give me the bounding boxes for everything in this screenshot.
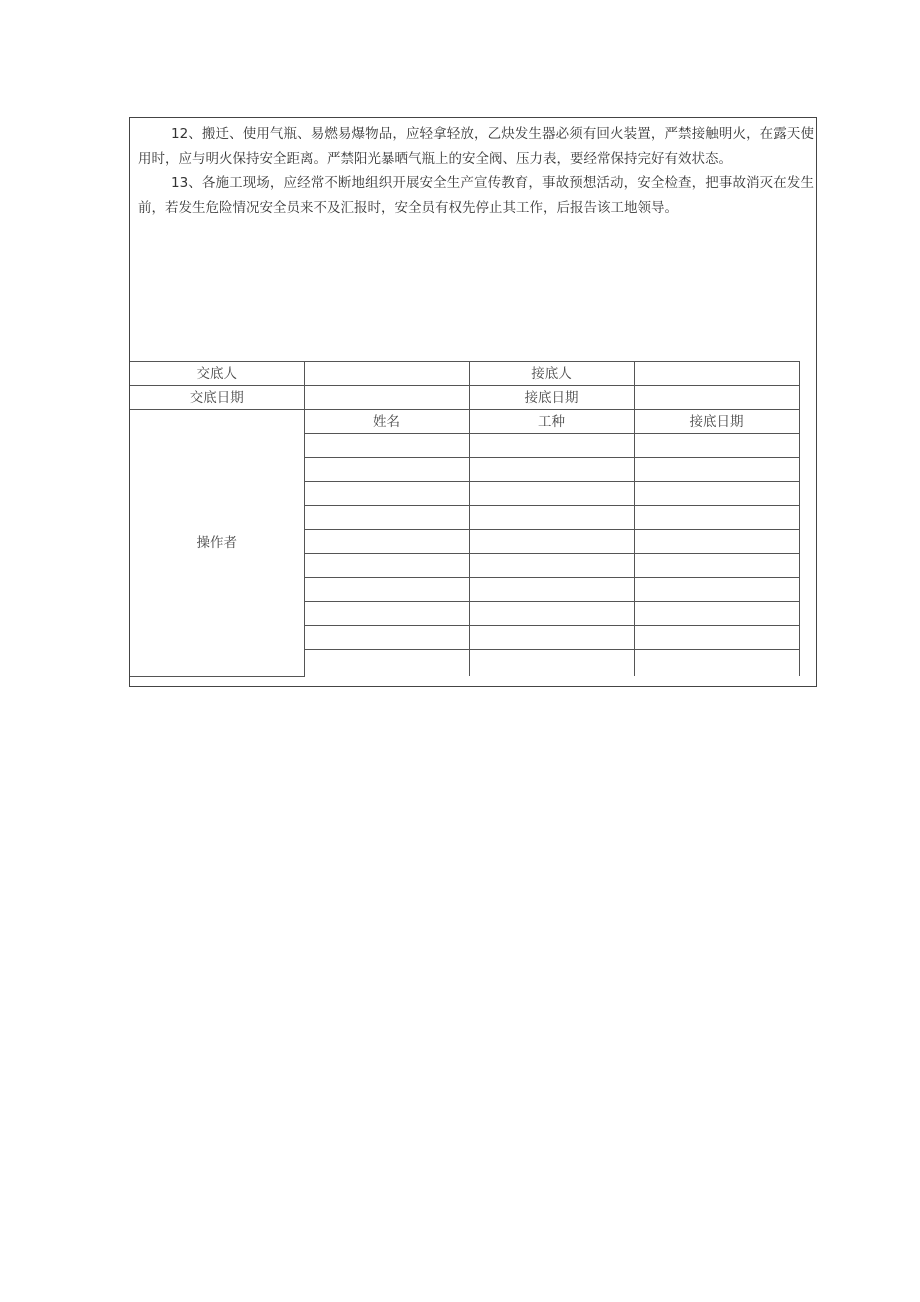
disclosure-person-value[interactable] xyxy=(304,362,469,386)
signature-table xyxy=(130,361,800,677)
operator-trade-cell[interactable] xyxy=(469,602,634,626)
table-header-row xyxy=(130,410,799,434)
operator-trade-cell[interactable] xyxy=(469,578,634,602)
operator-trade-cell[interactable] xyxy=(469,458,634,482)
operator-name-cell[interactable] xyxy=(304,626,469,650)
operator-date-cell[interactable] xyxy=(634,434,799,458)
operator-trade-cell[interactable] xyxy=(469,650,634,677)
operator-trade-cell[interactable] xyxy=(469,482,634,506)
operator-name-cell[interactable] xyxy=(304,482,469,506)
operator-trade-cell[interactable] xyxy=(469,530,634,554)
operator-date-cell[interactable] xyxy=(634,650,799,677)
operator-date-cell[interactable] xyxy=(634,458,799,482)
rule-paragraph-13: 13、各施工现场，应经常不断地组织开展安全生产宣传教育，事故预想活动，安全检查，把事故消灭在发生前，若发生危险情况安全员来不及汇报时，安全员有权先停止其工作，后报告该工地领导。 xyxy=(138,175,814,216)
operator-name-cell[interactable] xyxy=(304,578,469,602)
safety-rules-text xyxy=(130,118,818,220)
operator-name-cell[interactable] xyxy=(304,458,469,482)
disclosure-person-label: 交底人 xyxy=(130,362,304,386)
operator-name-cell[interactable] xyxy=(304,554,469,578)
table-row xyxy=(130,362,799,386)
operator-name-cell[interactable] xyxy=(304,650,469,677)
receive-date-label: 接底日期 xyxy=(469,386,634,410)
operator-name-cell[interactable] xyxy=(304,530,469,554)
column-header-receive-date: 接底日期 xyxy=(634,410,799,434)
receiver-label: 接底人 xyxy=(469,362,634,386)
operator-trade-cell[interactable] xyxy=(469,434,634,458)
rule-paragraph-12: 12、搬迁、使用气瓶、易燃易爆物品，应轻拿轻放，乙炔发生器必须有回火装置，严禁接触明火，在露天使用时，应与明火保持安全距离。严禁阳光暴晒气瓶上的安全阀、压力表，要经常保持完好有效状态。 xyxy=(138,126,814,167)
disclosure-date-value[interactable] xyxy=(304,386,469,410)
table-row xyxy=(130,386,799,410)
operator-label: 操作者 xyxy=(130,410,304,677)
operator-trade-cell[interactable] xyxy=(469,626,634,650)
operator-date-cell[interactable] xyxy=(634,530,799,554)
receiver-value[interactable] xyxy=(634,362,799,386)
column-header-name: 姓名 xyxy=(304,410,469,434)
disclosure-form xyxy=(129,117,817,687)
operator-trade-cell[interactable] xyxy=(469,506,634,530)
operator-date-cell[interactable] xyxy=(634,626,799,650)
column-header-trade: 工种 xyxy=(469,410,634,434)
operator-name-cell[interactable] xyxy=(304,506,469,530)
receive-date-value[interactable] xyxy=(634,386,799,410)
operator-date-cell[interactable] xyxy=(634,602,799,626)
operator-name-cell[interactable] xyxy=(304,434,469,458)
operator-date-cell[interactable] xyxy=(634,482,799,506)
operator-date-cell[interactable] xyxy=(634,554,799,578)
disclosure-date-label: 交底日期 xyxy=(130,386,304,410)
operator-trade-cell[interactable] xyxy=(469,554,634,578)
operator-date-cell[interactable] xyxy=(634,506,799,530)
operator-date-cell[interactable] xyxy=(634,578,799,602)
operator-name-cell[interactable] xyxy=(304,602,469,626)
